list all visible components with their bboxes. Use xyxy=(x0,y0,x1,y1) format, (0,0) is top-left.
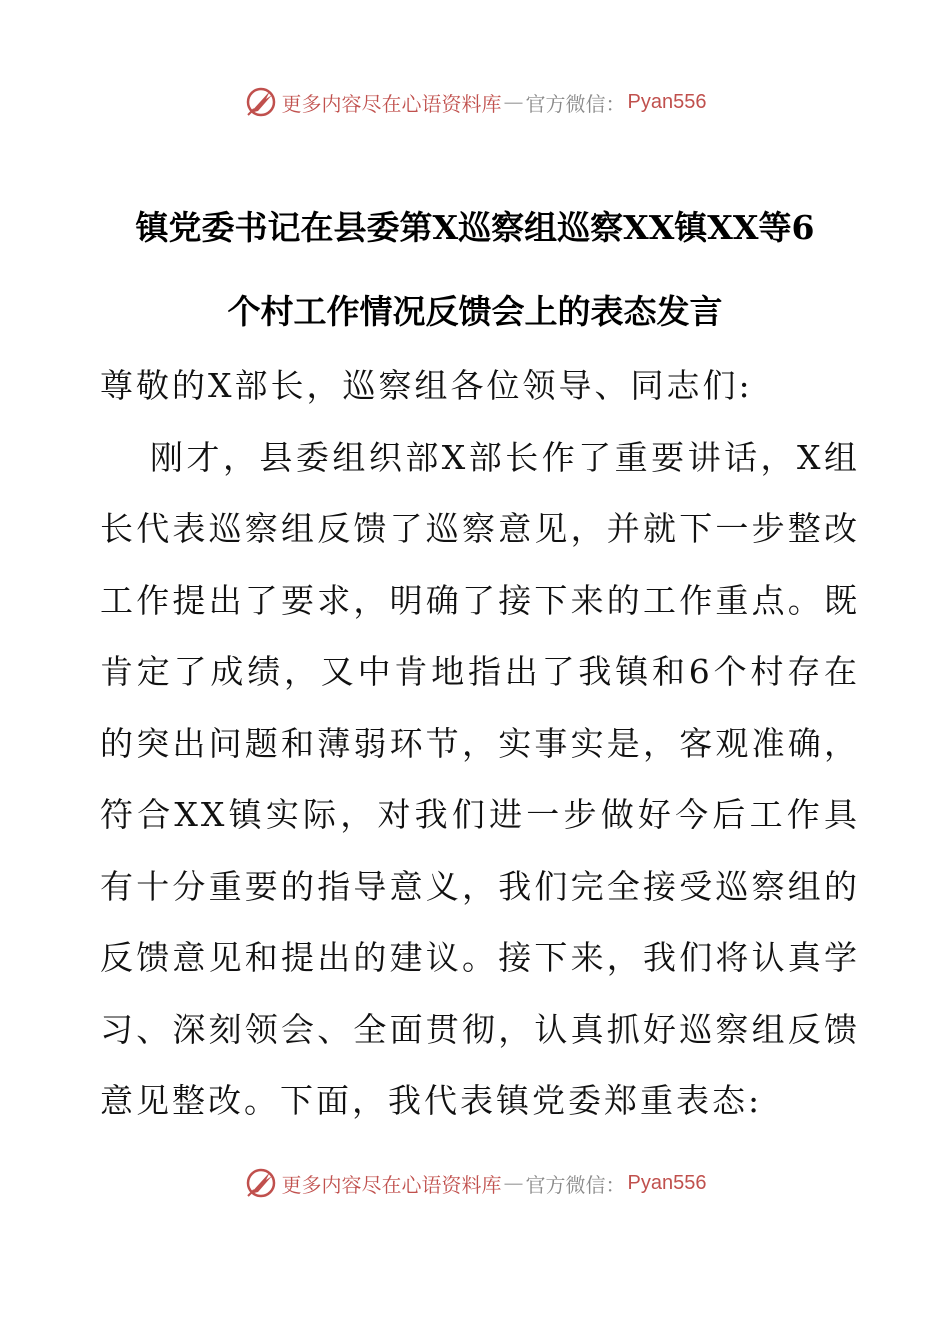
document-body xyxy=(100,350,860,1137)
quill-logo-icon xyxy=(244,1166,278,1200)
title-line-2: 个村工作情况反馈会上的表态发言 xyxy=(227,292,723,331)
watermark-brand: 更多内容尽在心语资料库 xyxy=(281,1172,502,1197)
document-title xyxy=(80,186,870,354)
watermark-label: 官方微信： xyxy=(525,91,626,116)
watermark-separator: — xyxy=(503,1171,524,1195)
header-watermark xyxy=(0,82,950,122)
watermark-separator: — xyxy=(503,90,524,114)
watermark-label: 官方微信： xyxy=(525,1172,626,1197)
paragraph-1: 刚才，县委组织部X部长作了重要讲话，X组长代表巡察组反馈了巡察意见，并就下一步整改工作提出了要求，明确了接下来的工作重点。既肯定了成绩，又中肯地指出了我镇和6个村存在的突出问题和薄弱环节，实事实是，客观准确，符合XX镇实际，对我们进一步做好今后工作具有十分重要的指导意义，我们完全接受巡察组的反馈意见和提出的建议。接下来，我们将认真学习、深刻领会、全面贯彻，认真抓好巡察组反馈意见整改。下面，我代表镇党委郑重表态: xyxy=(100,437,860,1120)
watermark-wechat-id: Pyan556 xyxy=(627,1171,707,1194)
footer-watermark xyxy=(0,1163,950,1203)
quill-logo-icon xyxy=(244,85,278,119)
salutation: 尊敬的X部长，巡察组各位领导、同志们: xyxy=(100,366,753,405)
title-line-1: 镇党委书记在县委第X巡察组巡察XX镇XX等6 xyxy=(135,208,815,247)
watermark-brand: 更多内容尽在心语资料库 xyxy=(281,91,502,116)
watermark-wechat-id: Pyan556 xyxy=(627,90,707,113)
